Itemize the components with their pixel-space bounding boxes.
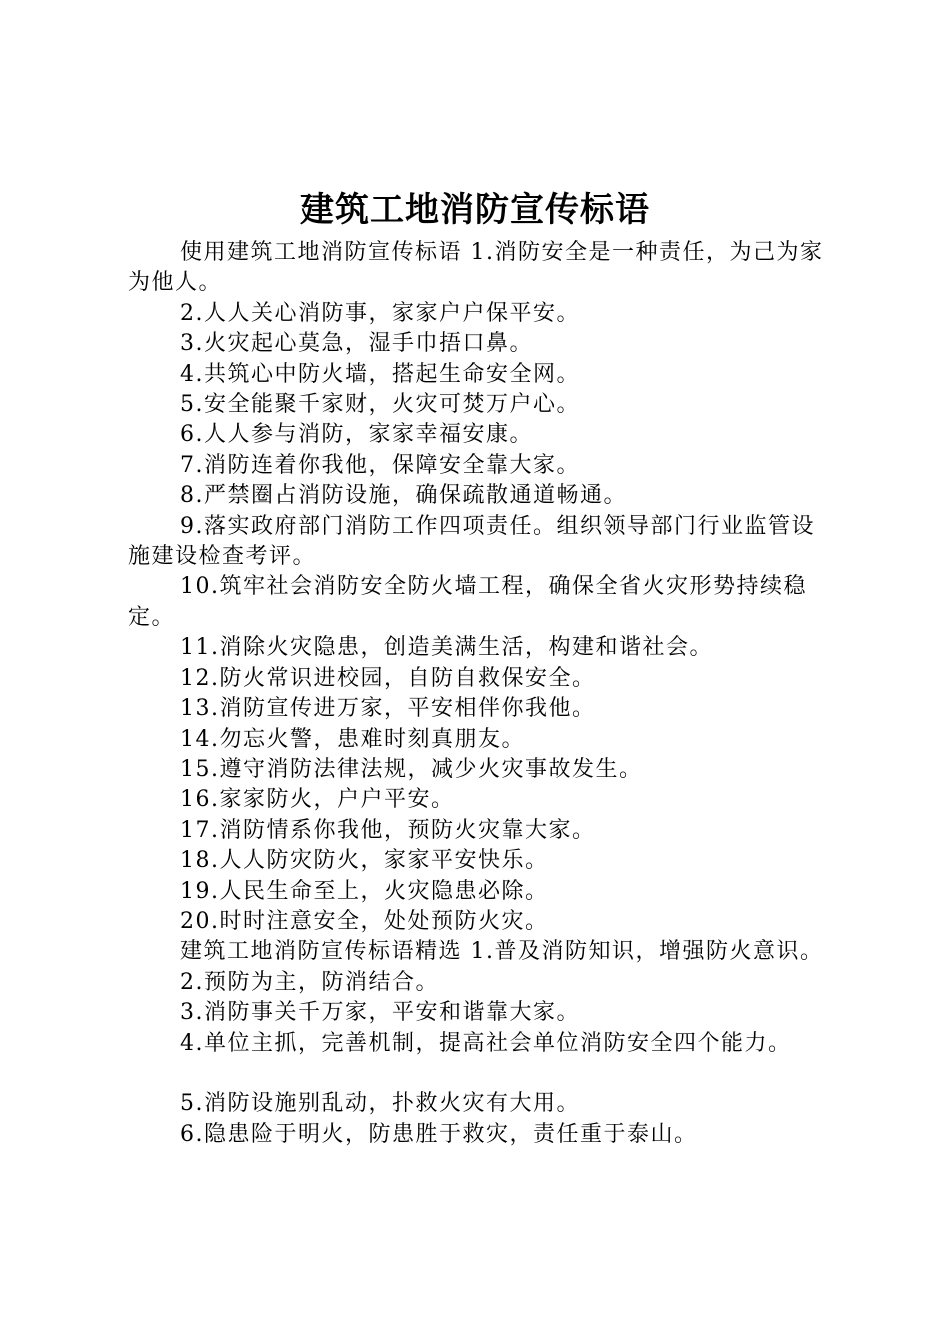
paragraph: 建筑工地消防宣传标语精选 1.普及消防知识，增强防火意识。	[180, 939, 824, 965]
paragraph: 4.共筑心中防火墙，搭起生命安全网。	[180, 361, 580, 387]
paragraph: 15.遵守消防法律法规，减少火灾事故发生。	[180, 756, 643, 782]
paragraph: 2.预防为主，防消结合。	[180, 969, 439, 995]
paragraph: 10.筑牢社会消防安全防火墙工程，确保全省火灾形势持续稳定。	[128, 574, 807, 630]
paragraph: 20.时时注意安全，处处预防火灾。	[180, 908, 549, 934]
paragraph: 6.人人参与消防，家家幸福安康。	[180, 422, 533, 448]
paragraph: 17.消防情系你我他，预防火灾靠大家。	[180, 817, 596, 843]
paragraph: 16.家家防火，户户平安。	[180, 787, 455, 813]
document-body	[128, 238, 834, 1150]
paragraph: 14.勿忘火警，患难时刻真朋友。	[180, 726, 525, 752]
paragraph: 12.防火常识进校园，自防自救保安全。	[180, 665, 596, 691]
paragraph: 4.单位主抓，完善机制，提高社会单位消防安全四个能力。	[180, 1030, 792, 1056]
paragraph: 6.隐患险于明火，防患胜于救灾，责任重于泰山。	[180, 1121, 698, 1147]
paragraph: 使用建筑工地消防宣传标语 1.消防安全是一种责任，为己为家为他人。	[128, 240, 824, 296]
paragraph: 3.消防事关千万家，平安和谐靠大家。	[180, 1000, 580, 1026]
paragraph: 7.消防连着你我他，保障安全靠大家。	[180, 452, 580, 478]
paragraph: 2.人人关心消防事，家家户户保平安。	[180, 300, 580, 326]
paragraph: 19.人民生命至上，火灾隐患必除。	[180, 878, 549, 904]
document-title: 建筑工地消防宣传标语	[300, 190, 650, 230]
paragraph: 5.安全能聚千家财，火灾可焚万户心。	[180, 392, 580, 418]
paragraph: 3.火灾起心莫急，湿手巾捂口鼻。	[180, 331, 533, 357]
paragraph: 9.落实政府部门消防工作四项责任。组织领导部门行业监管设施建设检查考评。	[128, 513, 815, 570]
paragraph: 8.严禁圈占消防设施，确保疏散通道畅通。	[180, 483, 627, 509]
blank-line	[128, 1059, 834, 1089]
paragraph: 18.人人防灾防火，家家平安快乐。	[180, 848, 549, 874]
paragraph: 5.消防设施别乱动，扑救火灾有大用。	[180, 1091, 580, 1117]
paragraph: 13.消防宣传进万家，平安相伴你我他。	[180, 696, 596, 722]
paragraph: 11.消除火灾隐患，创造美满生活，构建和谐社会。	[180, 635, 713, 661]
